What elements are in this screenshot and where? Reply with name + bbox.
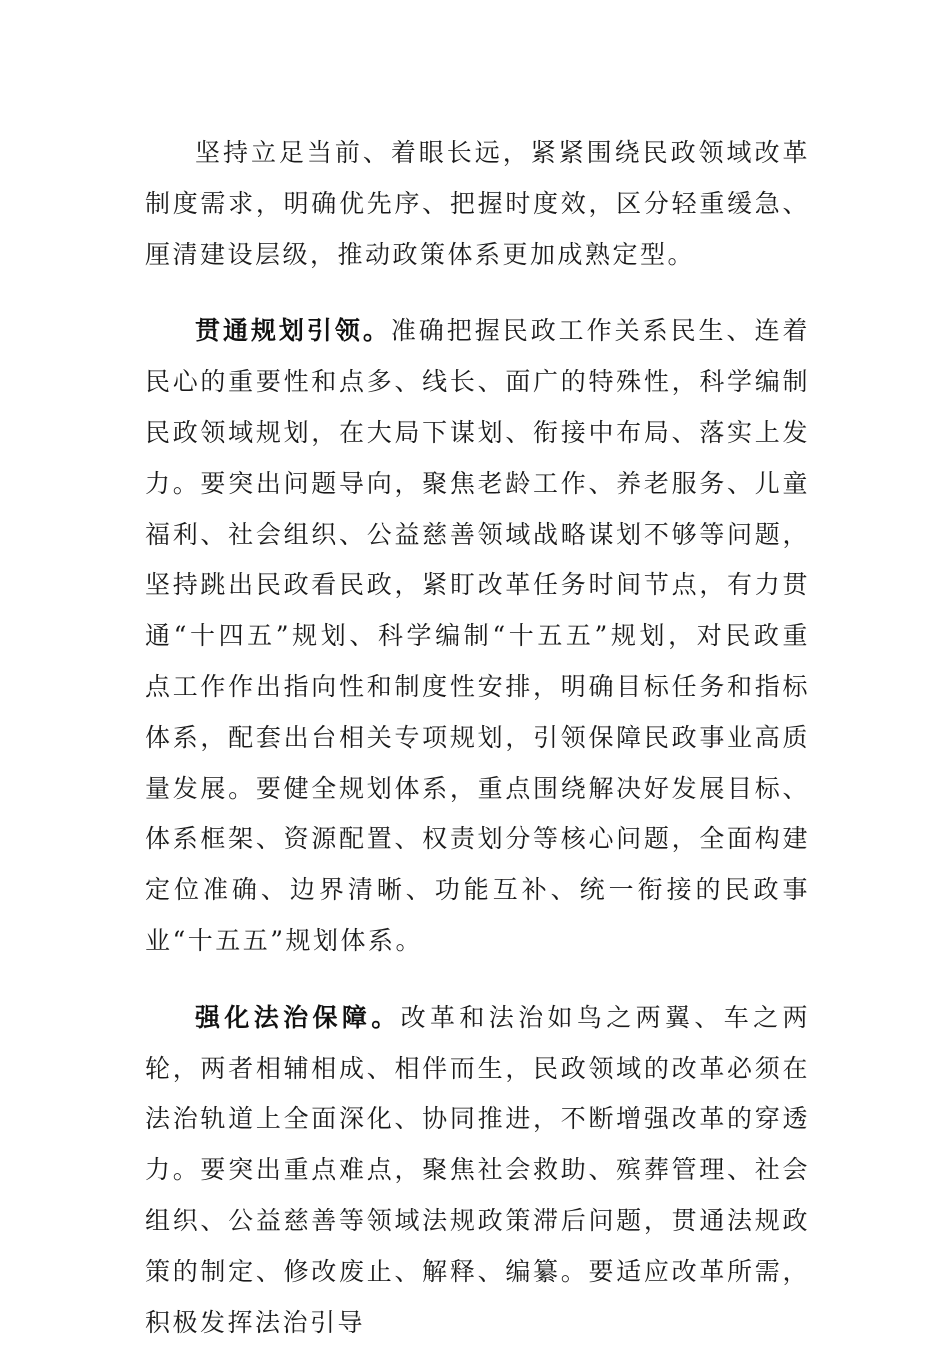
document-body — [145, 128, 810, 1348]
paragraph-text: 改革和法治如鸟之两翼、车之两轮，两者相辅相成、相伴而生，民政领域的改革必须在法治轨道上全面深化、协同推进，不断增强改革的穿透力。要突出重点难点，聚焦社会救助、殡葬管理、社会组织、公益慈善等领域法规政策滞后问题，贯通法规政策的制定、修改废止、解释、编纂。要适应改革所需，积极发挥法治引导 — [145, 1002, 810, 1337]
paragraph-planning — [145, 306, 810, 966]
paragraph-intro — [145, 128, 810, 280]
paragraph-heading: 贯通规划引领。 — [195, 316, 391, 346]
paragraph-text: 准确把握民政工作关系民生、连着民心的重要性和点多、线长、面广的特殊性，科学编制民政领域规划，在大局下谋划、衔接中布局、落实上发力。要突出问题导向，聚焦老龄工作、养老服务、儿童福利、社会组织、公益慈善领域战略谋划不够等问题，坚持跳出民政看民政，紧盯改革任务时间节点，有力贯通“十四五”规划、科学编制“十五五”规划，对民政重点工作作出指向性和制度性安排，明确目标任务和指标体系，配套出台相关专项规划，引领保障民政事业高质量发展。要健全规划体系，重点围绕解决好发展目标、体系框架、资源配置、权责划分等核心问题，全面构建定位准确、边界清晰、功能互补、统一衔接的民政事业“十五五”规划体系。 — [145, 316, 810, 955]
paragraph-heading: 强化法治保障。 — [195, 1002, 401, 1032]
paragraph-text: 坚持立足当前、着眼长远，紧紧围绕民政领域改革制度需求，明确优先序、把握时度效，区分轻重缓急、厘清建设层级，推动政策体系更加成熟定型。 — [145, 138, 810, 269]
paragraph-rule-of-law — [145, 993, 810, 1348]
